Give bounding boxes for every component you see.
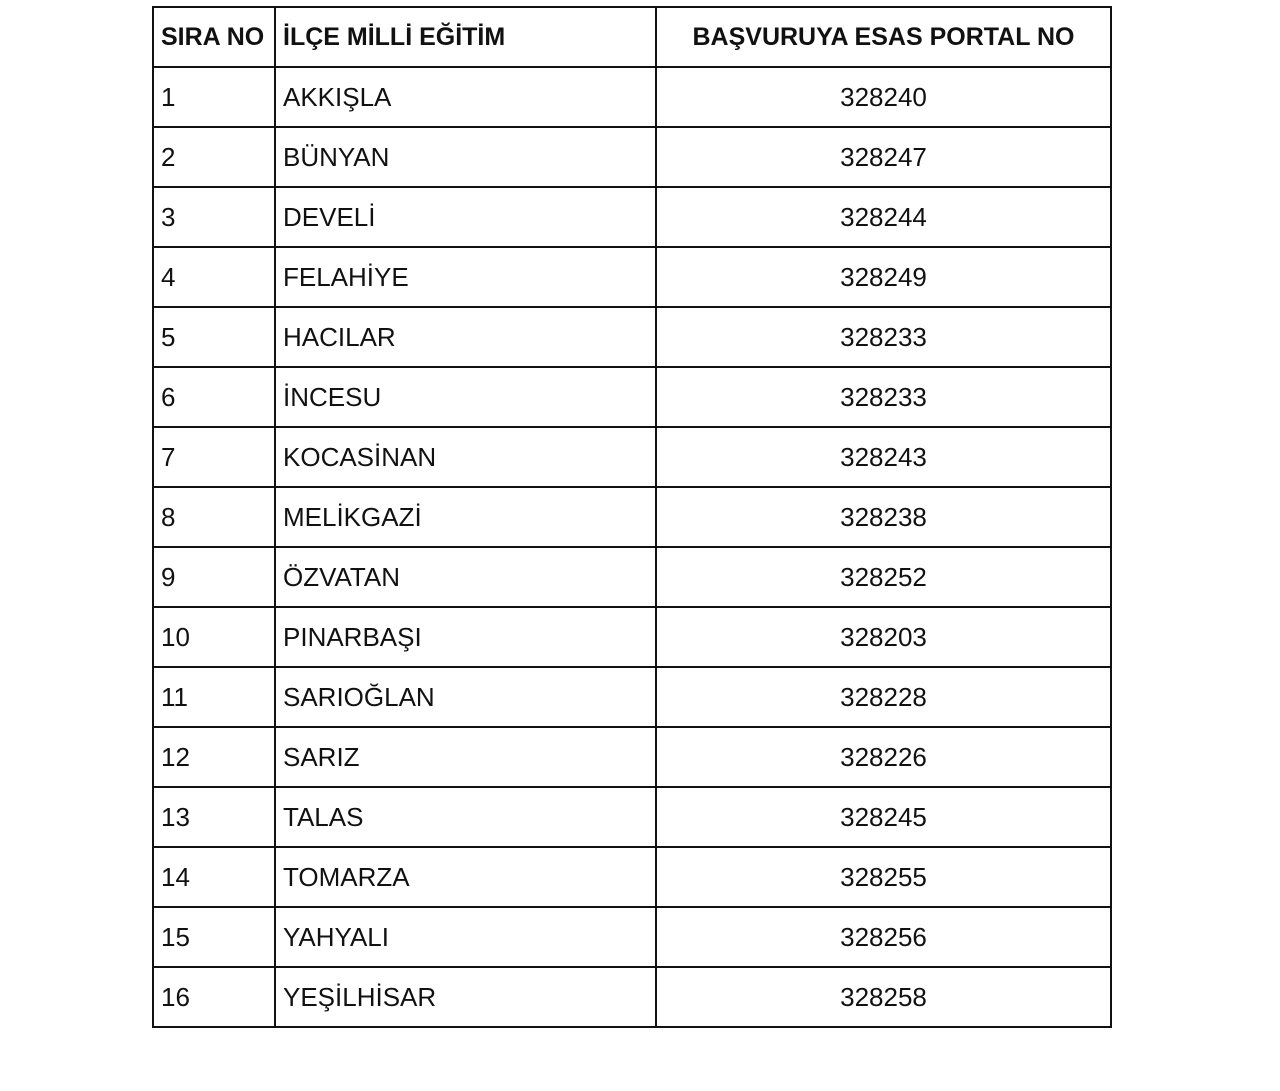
cell-sira-no: 4	[153, 247, 275, 307]
cell-ilce: İNCESU	[275, 367, 656, 427]
cell-portal-no: 328203	[656, 607, 1111, 667]
table-row	[153, 967, 1111, 1027]
cell-ilce: PINARBAŞI	[275, 607, 656, 667]
cell-portal-no: 328238	[656, 487, 1111, 547]
cell-ilce: KOCASİNAN	[275, 427, 656, 487]
cell-ilce: HACILAR	[275, 307, 656, 367]
table-row	[153, 847, 1111, 907]
cell-portal-no: 328245	[656, 787, 1111, 847]
cell-sira-no: 7	[153, 427, 275, 487]
header-sira-no: SIRA NO	[153, 7, 275, 67]
cell-sira-no: 13	[153, 787, 275, 847]
cell-sira-no: 8	[153, 487, 275, 547]
cell-ilce: AKKIŞLA	[275, 67, 656, 127]
cell-portal-no: 328256	[656, 907, 1111, 967]
cell-ilce: YEŞİLHİSAR	[275, 967, 656, 1027]
header-ilce-milli-egitim: İLÇE MİLLİ EĞİTİM	[275, 7, 656, 67]
table-row	[153, 67, 1111, 127]
table-row	[153, 127, 1111, 187]
cell-ilce: TALAS	[275, 787, 656, 847]
cell-portal-no: 328243	[656, 427, 1111, 487]
cell-sira-no: 16	[153, 967, 275, 1027]
table-row	[153, 547, 1111, 607]
cell-ilce: SARIOĞLAN	[275, 667, 656, 727]
cell-sira-no: 14	[153, 847, 275, 907]
table-row	[153, 247, 1111, 307]
table-row	[153, 307, 1111, 367]
cell-sira-no: 2	[153, 127, 275, 187]
table-row	[153, 607, 1111, 667]
cell-sira-no: 1	[153, 67, 275, 127]
table-row	[153, 487, 1111, 547]
cell-sira-no: 12	[153, 727, 275, 787]
cell-ilce: ÖZVATAN	[275, 547, 656, 607]
cell-portal-no: 328240	[656, 67, 1111, 127]
cell-portal-no: 328228	[656, 667, 1111, 727]
cell-sira-no: 9	[153, 547, 275, 607]
table-body	[153, 67, 1111, 1027]
cell-sira-no: 15	[153, 907, 275, 967]
cell-portal-no: 328226	[656, 727, 1111, 787]
cell-portal-no: 328233	[656, 367, 1111, 427]
cell-portal-no: 328247	[656, 127, 1111, 187]
cell-ilce: TOMARZA	[275, 847, 656, 907]
table-row	[153, 787, 1111, 847]
portal-number-table	[152, 6, 1112, 1028]
cell-ilce: YAHYALI	[275, 907, 656, 967]
cell-sira-no: 11	[153, 667, 275, 727]
cell-portal-no: 328249	[656, 247, 1111, 307]
cell-portal-no: 328258	[656, 967, 1111, 1027]
cell-ilce: DEVELİ	[275, 187, 656, 247]
cell-sira-no: 3	[153, 187, 275, 247]
table-row	[153, 727, 1111, 787]
table-header-row	[153, 7, 1111, 67]
cell-sira-no: 5	[153, 307, 275, 367]
cell-ilce: FELAHİYE	[275, 247, 656, 307]
table-row	[153, 427, 1111, 487]
table-row	[153, 367, 1111, 427]
cell-ilce: BÜNYAN	[275, 127, 656, 187]
cell-ilce: MELİKGAZİ	[275, 487, 656, 547]
table-row	[153, 187, 1111, 247]
cell-portal-no: 328233	[656, 307, 1111, 367]
cell-ilce: SARIZ	[275, 727, 656, 787]
cell-sira-no: 6	[153, 367, 275, 427]
cell-sira-no: 10	[153, 607, 275, 667]
cell-portal-no: 328252	[656, 547, 1111, 607]
table-row	[153, 667, 1111, 727]
cell-portal-no: 328244	[656, 187, 1111, 247]
table-row	[153, 907, 1111, 967]
cell-portal-no: 328255	[656, 847, 1111, 907]
header-portal-no: BAŞVURUYA ESAS PORTAL NO	[656, 7, 1111, 67]
